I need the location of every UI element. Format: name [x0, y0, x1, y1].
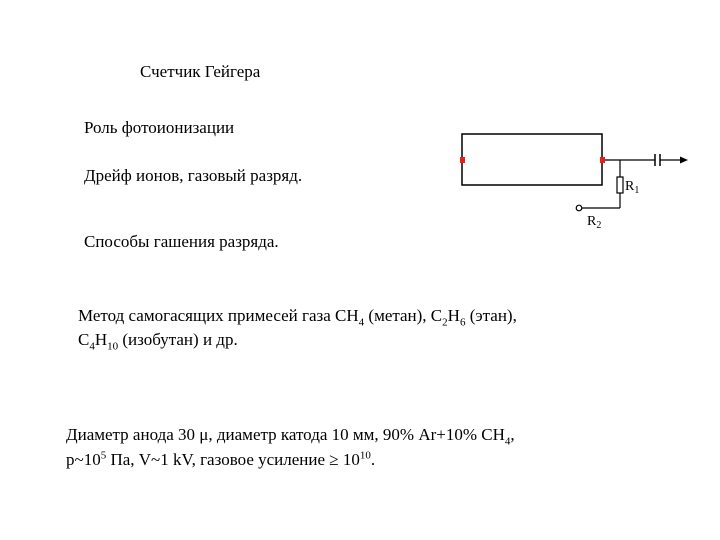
r2-label: $R_2$: [587, 214, 602, 231]
page-title: Счетчик Гейгера: [140, 62, 261, 81]
resistor-r1: [617, 177, 623, 193]
topic-ion-drift: Дрейф ионов, газовый разряд.: [84, 166, 303, 185]
quenching-method-line-1: Метод самогасящих примесей газа $CH_4$ (метан), $C_2H_6$ (этан),: [78, 306, 517, 329]
output-arrow-icon: [680, 157, 688, 164]
topic-discharge-quenching: Способы гашения разряда.: [84, 232, 279, 251]
geiger-counter-circuit: [450, 125, 700, 235]
ground-terminal: [576, 205, 582, 211]
counter-tube: [462, 134, 602, 185]
anode-terminal-left: [460, 157, 465, 163]
topic-photoionization: Роль фотоионизации: [84, 118, 235, 137]
specs-line-2: $p\sim 10^5$ Па, V~1 kV, газовое усиление ≥ $10^{10}$.: [66, 449, 376, 469]
anode-terminal-right: [600, 157, 605, 163]
quenching-method-line-2: $C_4H_{10}$ (изобутан) и др.: [78, 330, 238, 353]
r1-label: $R_1$: [625, 179, 640, 196]
specs-line-1: Диаметр анода 30 μ, диаметр катода 10 мм, 90% Ar+10% $CH_4$,: [66, 425, 515, 448]
